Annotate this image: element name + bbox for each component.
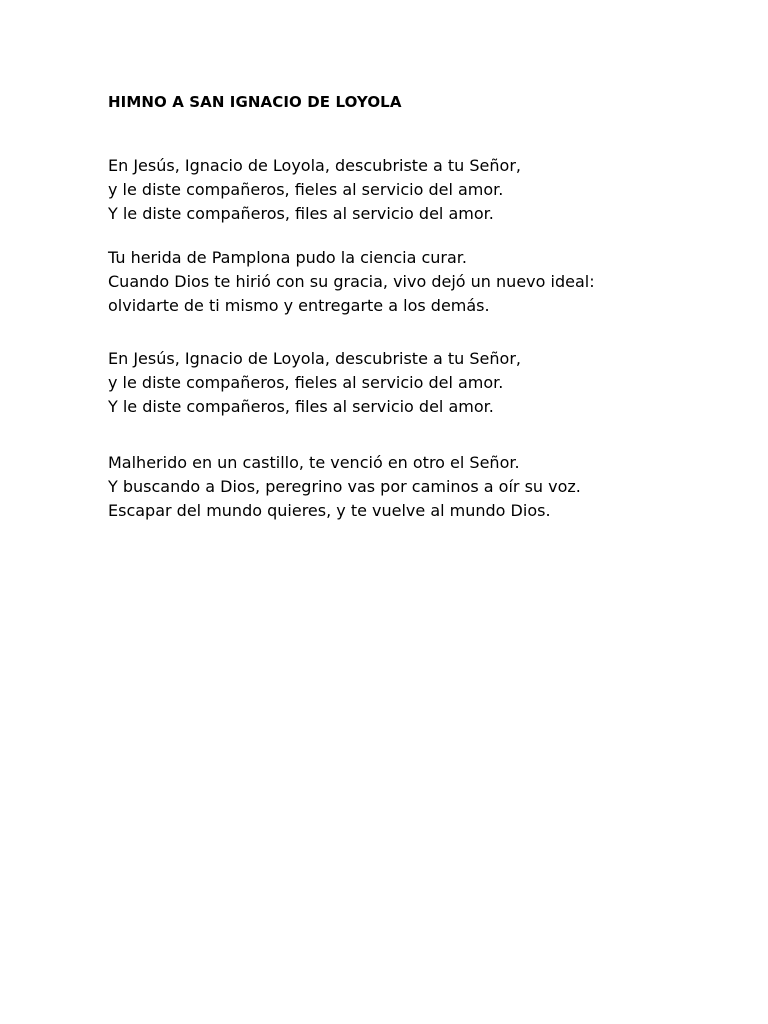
stanza-1 [108, 154, 748, 226]
stanza-line: y le diste compañeros, fieles al servicio del amor. [108, 180, 504, 199]
stanza-line: En Jesús, Ignacio de Loyola, descubriste a tu Señor, [108, 349, 521, 368]
stanza-2 [108, 246, 748, 318]
stanza-line: Y buscando a Dios, peregrino vas por caminos a oír su voz. [108, 477, 581, 496]
stanza-line: Y le diste compañeros, files al servicio del amor. [108, 204, 494, 223]
stanza-line: Escapar del mundo quieres, y te vuelve al mundo Dios. [108, 501, 551, 520]
stanza-line: y le diste compañeros, fieles al servicio del amor. [108, 373, 504, 392]
stanza-line: Cuando Dios te hirió con su gracia, vivo dejó un nuevo ideal: [108, 272, 595, 291]
stanza-3 [108, 347, 748, 419]
stanza-line: En Jesús, Ignacio de Loyola, descubriste a tu Señor, [108, 156, 521, 175]
stanza-line: olvidarte de ti mismo y entregarte a los demás. [108, 296, 490, 315]
stanza-line: Malherido en un castillo, te venció en otro el Señor. [108, 453, 520, 472]
stanza-line: Y le diste compañeros, files al servicio del amor. [108, 397, 494, 416]
stanza-line: Tu herida de Pamplona pudo la ciencia curar. [108, 248, 467, 267]
document-title: HIMNO A SAN IGNACIO DE LOYOLA [108, 93, 402, 111]
document-page [108, 90, 748, 520]
stanza-4 [108, 451, 748, 523]
